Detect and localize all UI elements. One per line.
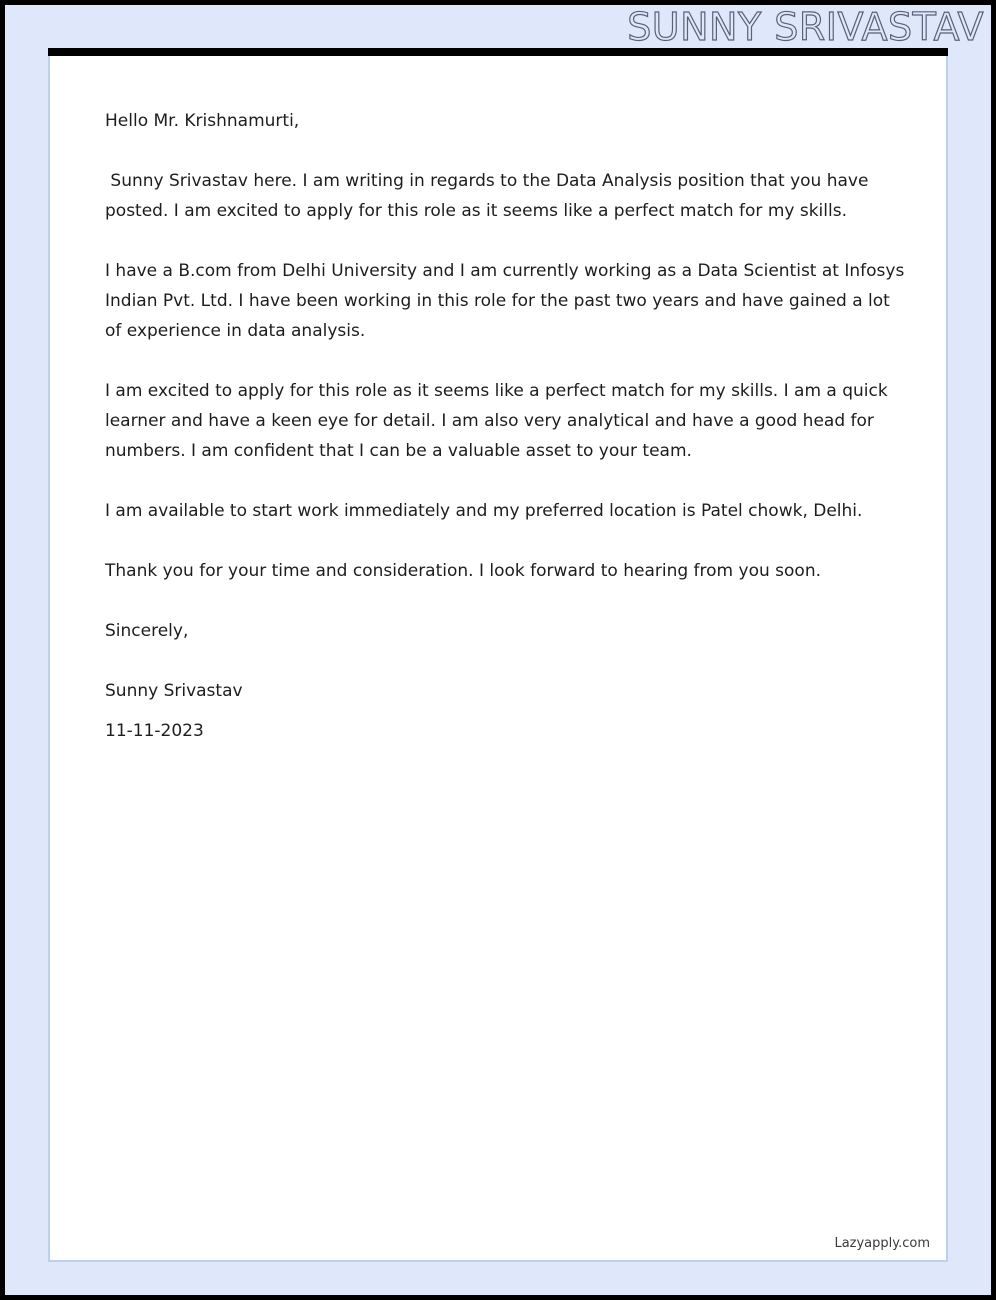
letter-signature-name: Sunny Srivastav	[105, 681, 243, 701]
document-header	[5, 5, 991, 48]
page-title: SUNNY SRIVASTAV	[627, 4, 984, 49]
letter-salutation: Hello Mr. Krishnamurti,	[105, 111, 300, 131]
letter-body	[105, 106, 910, 746]
cover-letter-page	[5, 5, 991, 1295]
letter-date: 11-11-2023	[105, 721, 204, 741]
letter-paragraph-2: I have a B.com from Delhi University and I am currently working as a Data Scientist at Infosys Indian Pvt. Ltd. I have been working in this role for the past two years and have gained a lot of experience in data analysis.	[105, 261, 910, 341]
letter-paragraph-4: I am available to start work immediately and my preferred location is Patel chowk, Delhi.	[105, 501, 863, 521]
footer-watermark: Lazyapply.com	[834, 1236, 930, 1251]
letter-paragraph-5: Thank you for your time and consideration. I look forward to hearing from you soon.	[105, 561, 821, 581]
letter-closing: Sincerely,	[105, 621, 189, 641]
letter-paragraph-3: I am excited to apply for this role as it seems like a perfect match for my skills. I am a quick learner and have a keen eye for detail. I am also very analytical and have a good head for numbers. I am confident that I can be a valuable asset to your team.	[105, 381, 894, 461]
letter-paragraph-1: Sunny Srivastav here. I am writing in regards to the Data Analysis position that you have posted. I am excited to apply for this role as it seems like a perfect match for my skills.	[105, 171, 874, 221]
letter-sheet	[48, 56, 948, 1262]
header-divider-rule	[48, 48, 948, 56]
